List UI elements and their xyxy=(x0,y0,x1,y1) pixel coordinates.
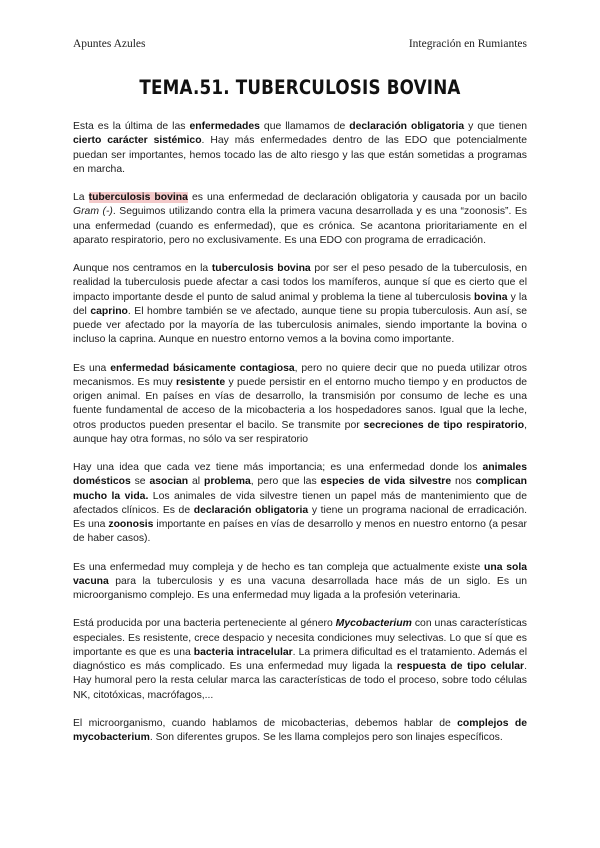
bold-text: caprino xyxy=(90,305,128,317)
italic-text: Gram (-) xyxy=(73,206,113,218)
bold-text: tuberculosis bovina xyxy=(211,263,311,274)
paragraph-text: nos xyxy=(451,476,476,488)
paragraph-text: Esta es la última de las xyxy=(73,121,190,132)
paragraph-text: . Son diferentes grupos. Se les llama complejos pero son linajes específicos. xyxy=(149,732,503,743)
paragraph-text: Es una xyxy=(73,362,111,374)
paragraph-text: Los animales de vida silvestre tienen un papel más de mantenimiento que de afectados clínicos. Es de xyxy=(73,490,527,516)
bold-text: declaración obligatoria xyxy=(349,121,465,132)
paragraph xyxy=(73,262,527,348)
bold-text: resistente xyxy=(176,376,226,388)
paragraph-text: , pero no quiere decir que no pueda utilizar otros mecanismos. Es muy xyxy=(73,362,527,388)
paragraph-text: . Hay más enfermedades dentro de las EDO que potencialmente puedan ser importantes, hemos tocado las de alto riesgo y las que están sometidas a programas en marcha. xyxy=(73,135,527,175)
paragraph-text: y que tienen xyxy=(464,121,528,132)
paragraph-text: Hay una idea que cada vez tiene más importancia; es una enfermedad donde los xyxy=(73,462,483,473)
paragraph-text: , pero que las xyxy=(250,476,321,488)
paragraph-text: y la del xyxy=(73,291,527,317)
paragraph-text: , aunque hay otra formas, no sólo va ser respiratorio xyxy=(73,419,527,445)
bold-text: complican mucho la vida. xyxy=(73,476,527,502)
paragraph-text: El microorganismo, cuando hablamos de micobacterias, debemos hablar de xyxy=(73,717,458,729)
bold-text: zoonosis xyxy=(108,519,154,530)
bold-text: enfermedades xyxy=(189,121,260,132)
paragraph xyxy=(73,191,527,248)
header-right-text: Integración en Rumiantes xyxy=(408,38,527,50)
paragraph-text: Aunque nos centramos en la xyxy=(73,263,212,274)
page-title: TEMA.51. TUBERCULOSIS BOVINA xyxy=(139,76,461,99)
bold-text: secreciones de tipo respiratorio xyxy=(363,419,525,431)
bold-text: una sola vacuna xyxy=(73,561,527,587)
bold-text: respuesta de tipo celular xyxy=(396,661,525,672)
bold-text: bacteria intracelular xyxy=(193,646,293,658)
paragraph-text: al xyxy=(188,476,204,488)
paragraph-text: que llamamos de xyxy=(259,121,350,132)
paragraph-text: . Seguimos utilizando contra ella la primera vacuna desarrollada y es una “zoonosis”. Es una enfermedad (cuando es enfermedad), que es crónica. Se acantona prioritariamente en el aparato respiratorio, pero no exclusivamente. Es una EDO con programa de erradicación. xyxy=(73,206,527,246)
paragraph-text: La xyxy=(73,192,89,203)
paragraph xyxy=(73,120,527,177)
bold-text: especies de vida silvestre xyxy=(320,476,452,488)
paragraph-text: . Hay humoral pero la resta celular marca las características de todo el proceso, sobre todo células NK, citotóxicas, macrófagos,... xyxy=(73,661,527,701)
paragraph-text: se xyxy=(130,476,150,488)
bold-text: Mycobacterium xyxy=(335,618,412,630)
paragraph-text: para la tuberculosis y es una vacuna desarrollada hace más de un siglo. Es un microorganismo complejo. Es una enfermedad muy ligada a la profesión veterinaria. xyxy=(73,575,527,601)
paragraph xyxy=(73,717,527,746)
highlighted-text: tuberculosis bovina xyxy=(88,192,188,203)
bold-text: asocian xyxy=(149,476,189,488)
paragraph-text: . La primera dificultad es el tratamiento. Además el diagnóstico es más complicado. Es una enfermedad muy ligada la xyxy=(73,646,527,672)
bold-text: bovina xyxy=(474,291,508,303)
bold-text: animales domésticos xyxy=(73,462,527,488)
paragraph-text: y tiene un programa nacional de erradicación. Es una xyxy=(73,504,528,530)
paragraph-text: . El hombre también se ve afectado, aunque tiene su propia tuberculosis. Aun así, se puede ver afectado por la mayoría de las tuberculosis animales, siendo importante la bovina o incluso la caprina. Aunque en nuestro entorno vemos a la bovina como importante. xyxy=(73,305,527,346)
paragraph-text: Está producida por una bacteria perteneciente al género xyxy=(73,618,336,630)
paragraph-text: es una enfermedad de declaración obligatoria y causada por un bacilo xyxy=(187,192,527,203)
paragraph xyxy=(73,617,527,703)
paragraph xyxy=(73,461,527,547)
paragraph-text: con unas características especiales. Es resistente, crece despacio y necesita condiciones muy selectivas. Lo que sí que es importante es que es una xyxy=(73,618,527,658)
paragraph-text: Es una enfermedad muy compleja y de hecho es tan compleja que actualmente existe xyxy=(73,561,485,573)
paragraph-text: importante en países en vías de desarrollo y menos en nuestro entorno (a pesar de haber casos). xyxy=(73,519,527,545)
document-body xyxy=(73,120,527,759)
bold-text: complejos de mycobacterium xyxy=(73,717,527,743)
header-left-text: Apuntes Azules xyxy=(73,38,146,50)
paragraph-text: por ser el peso pesado de la tuberculosis, en realidad la tuberculosis puede afectar a casi todos los mamíferos, aunque sí que es cierto que el impacto importante desde el punto de salud animal y problema la tiene al tuberculosis xyxy=(73,263,527,303)
paragraph xyxy=(73,561,527,604)
bold-text: cierto carácter sistémico xyxy=(73,135,202,147)
paragraph xyxy=(73,362,527,448)
paragraph-text: y puede persistir en el entorno mucho tiempo y en productos de origen animal. En países en vías de desarrollo, la transmisión por consumo de leche es una fuente fundamental de acceso de la micobacteria a los hospedadores sanos. Igual que la leche, otros productos pueden presentar el bacilo. Se transmite por xyxy=(73,376,528,431)
bold-text: declaración obligatoria xyxy=(193,504,309,516)
bold-text: enfermedad básicamente contagiosa xyxy=(110,362,295,374)
bold-text: problema xyxy=(203,476,251,488)
